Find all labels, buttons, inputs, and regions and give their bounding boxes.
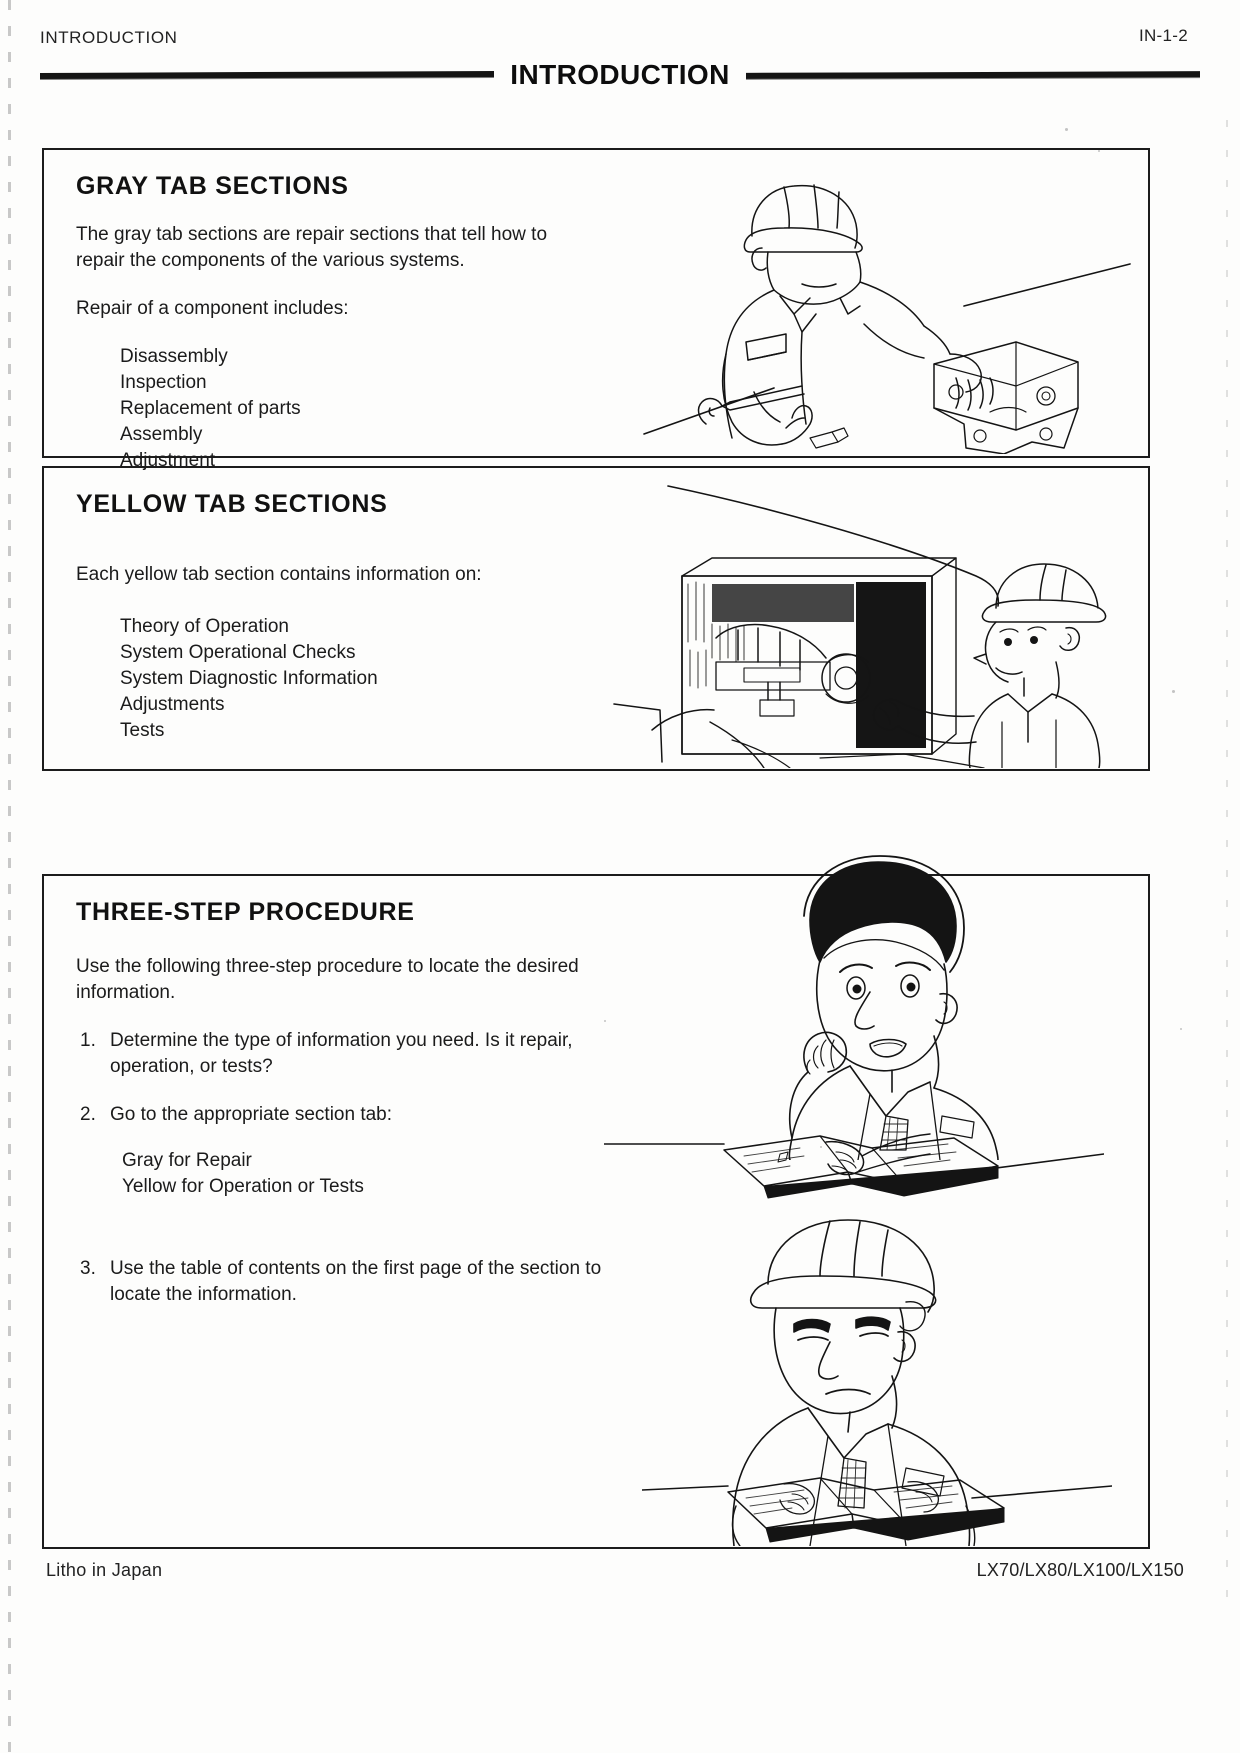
gray-paragraph-2: Repair of a component includes: (76, 298, 349, 319)
list-item: Adjustments (120, 694, 225, 715)
footer-litho: Litho in Japan (46, 1560, 163, 1580)
running-head: INTRODUCTION (40, 28, 178, 47)
list-item: Gray for Repair (122, 1150, 252, 1171)
panel-yellow-tab-sections (42, 466, 1150, 771)
list-item-step-3 (76, 1256, 636, 1308)
scan-speck (1180, 1028, 1182, 1030)
list-item: Theory of Operation (120, 616, 289, 637)
list-item: Tests (120, 720, 165, 741)
list-item: System Operational Checks (120, 642, 356, 663)
step-number: 2. (80, 1104, 96, 1125)
panel-gray-tab-sections (42, 148, 1150, 471)
step-text: Use the table of contents on the first page of the section to locate the information. (110, 1258, 602, 1305)
yellow-paragraph-1: Each yellow tab section contains information on: (76, 564, 482, 585)
title-rule-right (746, 71, 1200, 79)
list-item: Adjustment (120, 450, 216, 471)
open-manual-lower-illustration (642, 1472, 1112, 1562)
step-number: 3. (80, 1258, 96, 1279)
footer-model-numbers: LX70/LX80/LX100/LX150 (976, 1560, 1184, 1580)
scan-speck (1065, 128, 1068, 131)
technician-inspecting-engine-illustration (604, 472, 1124, 768)
yellow-contents-list (76, 614, 596, 744)
list-item: Yellow for Operation or Tests (122, 1176, 364, 1197)
step-number: 1. (80, 1030, 96, 1051)
list-item: Assembly (120, 424, 203, 445)
list-item: System Diagnostic Information (120, 668, 378, 689)
step-2-tab-color-list (110, 1148, 636, 1200)
gray-repair-steps-list (76, 344, 596, 474)
panel-body-three-step (76, 954, 636, 1330)
list-item-step-1 (76, 1028, 636, 1080)
title-rule-left (40, 71, 494, 79)
panel-heading-yellow: YELLOW TAB SECTIONS (76, 490, 388, 518)
page-number: IN-1-2 (1138, 26, 1188, 45)
list-item: Inspection (120, 372, 207, 393)
step-text: Go to the appropriate section tab: (110, 1104, 393, 1125)
panel-body-yellow (76, 562, 596, 744)
page-title-band (40, 58, 1200, 92)
panel-heading-gray: GRAY TAB SECTIONS (76, 172, 349, 200)
scan-speck (1172, 690, 1175, 693)
step-text: Determine the type of information you need. Is it repair, operation, or tests? (110, 1030, 573, 1077)
three-step-list-continued (76, 1256, 636, 1308)
scan-edge-artifact-right (1226, 120, 1228, 1600)
scan-edge-artifact-left (8, 0, 11, 1753)
panel-three-step-procedure (42, 874, 1150, 1549)
gray-paragraph-1: The gray tab sections are repair sections that tell how to repair the components of the various systems. (76, 224, 548, 271)
three-step-list (76, 1028, 636, 1200)
panel-body-gray (76, 222, 596, 474)
three-step-intro: Use the following three-step procedure to locate the desired information. (76, 956, 579, 1003)
panel-heading-three-step: THREE-STEP PROCEDURE (76, 898, 415, 926)
list-item: Replacement of parts (120, 398, 301, 419)
mechanic-repairing-component-illustration (634, 156, 1134, 454)
man-thinking-at-open-manual-illustration (634, 830, 1094, 1160)
page-title: INTRODUCTION (510, 59, 730, 90)
list-item-step-2 (76, 1102, 636, 1200)
list-item: Disassembly (120, 346, 228, 367)
